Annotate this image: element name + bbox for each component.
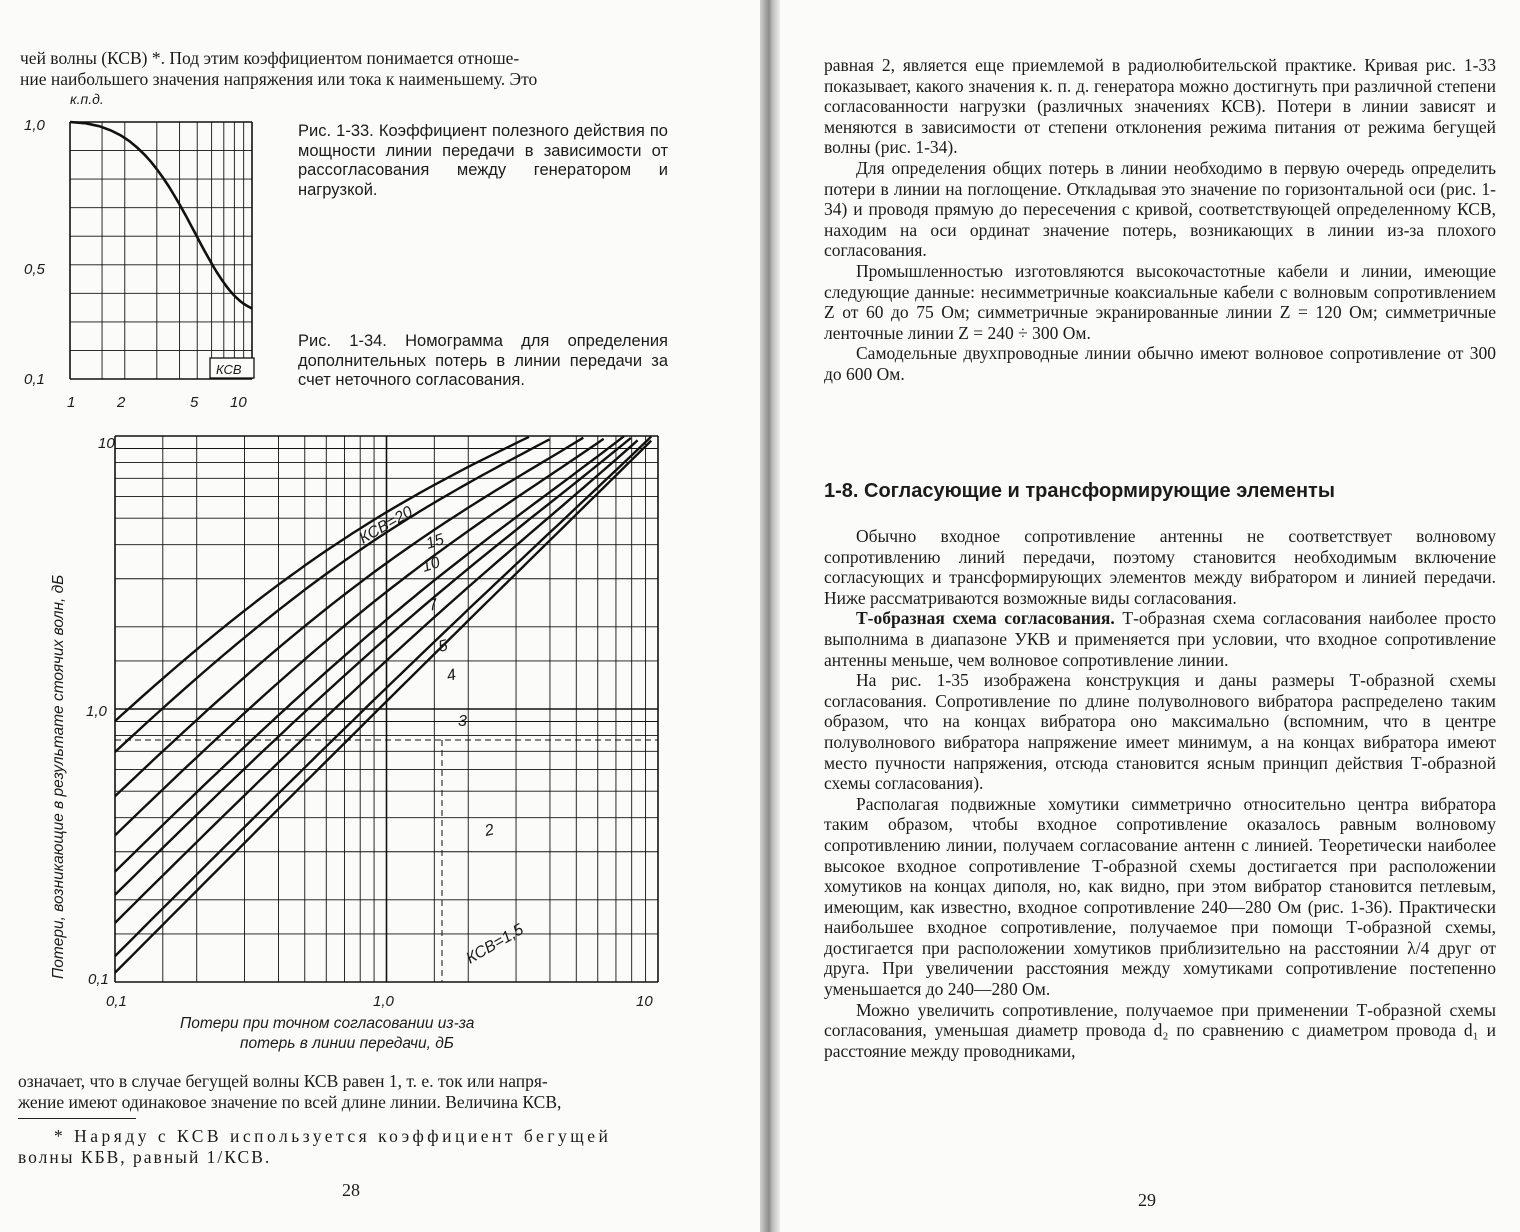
fig34-ytick-3: 0,1 (88, 971, 109, 988)
right-page (780, 0, 1520, 1232)
fig34-label-ksv15: КСВ=1,5 (463, 921, 527, 968)
fig33-xtick-3: 5 (190, 394, 199, 411)
t-match-term: Т-образная схема согласования. (856, 608, 1115, 629)
fig34-label-7: 7 (426, 596, 440, 615)
fig34-nomogram (30, 424, 730, 1064)
footnote-line-2: волны КБВ, равный 1/КСВ. (18, 1146, 272, 1167)
fig33-grid (70, 122, 252, 379)
footnote (18, 1126, 698, 1167)
fig34-xtick-2: 1,0 (373, 993, 394, 1010)
fig33-efficiency-chart (20, 88, 270, 413)
fig34-label-3: 3 (458, 713, 467, 730)
fig33-ylabel: к.п.д. (70, 91, 104, 107)
right-para-6-text: Т-образная схема согласования наиболее просто выполнима в диапазоне УКВ и применяется при условии, что входное сопротивление антенны меньше, чем волновое сопротивление линии. (824, 608, 1497, 670)
left-bottom-text (18, 1071, 693, 1112)
fig34-label-10: 10 (419, 554, 443, 576)
fig34-ytick-1: 10 (98, 435, 115, 452)
footnote-rule (18, 1118, 136, 1119)
footnote-line-1: * Наряду с КСВ используется коэффициент бегущей (54, 1126, 612, 1146)
right-lower-text (824, 526, 1496, 1061)
fig34-label-4: 4 (445, 666, 458, 685)
fig34-label-2: 2 (483, 821, 496, 840)
left-bottom-line-1: означает, что в случае бегущей волны КСВ равен 1, т. е. ток или напря- (18, 1071, 548, 1091)
fig34-ytick-2: 1,0 (86, 703, 107, 720)
right-upper-text (824, 55, 1496, 385)
fig33-caption: Рис. 1-33. Коэффициент полезного действия по мощности линии передачи в зависимости от рассогласования между генератором и нагрузкой. (298, 122, 668, 199)
right-para-8: Располагая подвижные хомутики симметрично относительно центра вибратора таким образом, чтобы входное сопротивление оказалось равным волновому сопротивлению линии, получаем согласование антенн с линией. Теоретически наиболее высокое входное сопротивление Т-образной схемы достигается при расположении хомутиков на концах диполя, но, как видно, при этом вибратор становится петлевым, имеющим, как известно, входное сопротивление 240—280 Ом (рис. 1-36). Практически наибольшее входное сопротивление, получаемое при помощи Т-образной схемы, достигается при расположении хомутиков приблизительно на расстоянии λ/4 друг от друга. При увеличении расстояния между хомутиками сопротивление постепенно уменьшается до 240—280 Ом. (824, 793, 1496, 1000)
fig34-xtick-3: 10 (636, 993, 653, 1010)
fig34-curve (115, 438, 631, 895)
fig34-xlabel-1: Потери при точном согласовании из-за (180, 1015, 475, 1032)
fig34-xlabel-2: потерь в линии передачи, дБ (240, 1035, 454, 1052)
page-number-right: 29 (1138, 1190, 1156, 1210)
fig34-caption: Рис. 1-34. Номограмма для определения дополнительных потерь в линии передачи за счет неточного согласования. (298, 332, 668, 389)
right-para-7: На рис. 1-35 изображена конструкция и даны размеры Т-образной схемы согласования. Сопротивление по длине полуволнового вибратора распределено таким образом, что на концах вибратора оно максимально (вспомним, что в центре полуволнового вибратора напряжение имеет минимум, а на концах вибратора имеют место пучности напряжения, отсюда становится ясным принцип действия Т-образной схемы согласования). (824, 670, 1496, 794)
fig33-ytick-1: 1,0 (24, 117, 45, 134)
right-para-4: Самодельные двухпроводные линии обычно имеют волновое сопротивление от 300 до 600 Ом. (824, 343, 1496, 384)
fig33-box-label: КСВ (216, 362, 242, 377)
page-number-left: 28 (342, 1180, 360, 1200)
right-para-2: Для определения общих потерь в линии необходимо в первую очередь определить потери в линии на поглощение. Откладывая это значение по горизонтальной оси (рис. 1-34) и проводя прямую до пересечения с кривой, соответствующей определенному КСВ, находим на оси ординат значение потерь, возникающих в линии из-за плохого согласования. (824, 157, 1496, 261)
right-para-5: Обычно входное сопротивление антенны не соответствует волновому сопротивлению линий передачи, поэтому становится необходимым включение согласующих и трансформирующих элементов между вибратором и линией передачи. Ниже рассматриваются возможные виды согласования. (824, 526, 1496, 608)
fig34-ylabel: Потери, возникающие в результате стоячих волн, дБ (50, 574, 67, 979)
fig33-xtick-1: 1 (67, 394, 76, 411)
left-top-line-1: чей волны (КСВ) *. Под этим коэффициентом понимается отноше- (20, 48, 520, 68)
fig33-efficiency-curve (70, 122, 252, 308)
fig33-ytick-2: 0,5 (24, 261, 45, 278)
right-para-3: Промышленностью изготовляются высокочастотные кабели и линии, имеющие следующие данные: несимметричные коаксиальные кабели с волновым сопротивлением Z от 60 до 75 Ом; симметричные экранированные линии Z = 120 Ом; симметричные ленточные линии Z = 240 ÷ 300 Ом. (824, 260, 1496, 343)
fig34-curve (115, 438, 583, 797)
book-gutter (760, 0, 780, 1232)
fig33-xtick-4: 10 (230, 394, 247, 411)
fig33-ytick-3: 0,1 (24, 371, 45, 388)
fig34-label-5: 5 (436, 637, 450, 656)
left-top-line-2: ние наибольшего значения напряжения или тока к наименьшему. Это (20, 68, 538, 89)
right-para-6 (824, 608, 1496, 670)
left-top-text (20, 48, 700, 89)
right-para-9: Можно увеличить сопротивление, получаемое при применении Т-образной схемы согласования, уменьшая диаметр провода d₂ по сравнению с диаметром провода d₁ и расстояние между проводниками, (824, 999, 1496, 1061)
section-heading: 1-8. Согласующие и трансформирующие элементы (824, 480, 1335, 502)
fig34-xtick-1: 0,1 (106, 993, 127, 1010)
fig34-curve (115, 439, 604, 836)
right-para-1: равная 2, является еще приемлемой в радиолюбительской практике. Кривая рис. 1-33 показывает, какого значения к. п. д. генератора можно достигнуть при различной степени согласованности нагрузки (различных значениях КСВ). Потери в линии зависят и меняются в зависимости от степени отклонения режима питания от режима бегущей волны (рис. 1-34). (824, 55, 1496, 158)
left-bottom-line-2: жение имеют одинаковое значение по всей длине линии. Величина КСВ, (18, 1091, 562, 1112)
fig34-label-ksv20: КСВ=20 (356, 503, 416, 548)
fig33-xtick-2: 2 (117, 394, 126, 411)
fig34-label-15: 15 (423, 531, 447, 553)
